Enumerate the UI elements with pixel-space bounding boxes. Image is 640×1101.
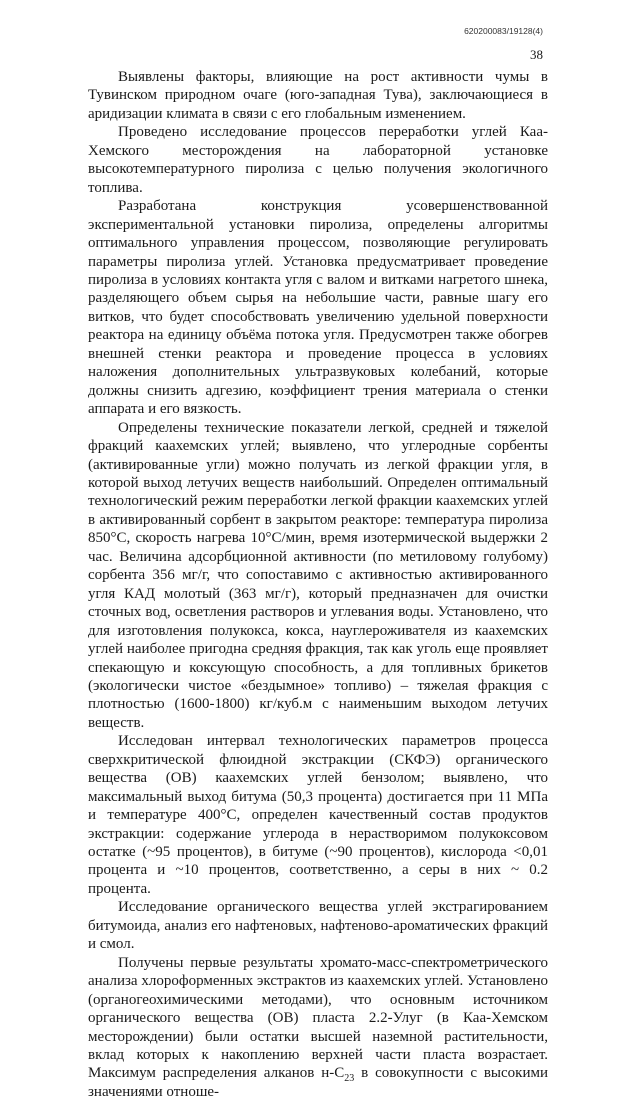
chromatography-text-start: Получены первые результаты хромато-масс-спектрометрического анализа хлороформенных экстрактов из каахемских углей. Установлено (органогеохимическими методами), что основным источником органического вещества (ОВ) пласта 2.2-Улуг (в Каа-Хемском месторождении) были остатки высшей наземной растительности, вклад которых к накоплению верхней части пласта возрастает. Максимум распределения алканов н-С [88,954,548,1082]
page-number: 38 [530,47,543,62]
paragraph-plague-factors: Выявлены факторы, влияющие на рост активности чумы в Тувинском природном очаге (юго-западная Тува), заключающиеся в аридизации климата в связи с его глобальным изменением. [88,69,548,122]
paragraph-chromatography-results [88,954,548,1101]
paragraph-supercritical-extraction: Исследован интервал технологических параметров процесса сверхкритической флюидной экстракции (СКФЭ) органического вещества (ОВ) каахемских углей бензолом; выявлено, что максимальный выход битума (50,3 процента) достигается при 11 МПа и температуре 400°С, определен качественный состав продуктов экстракции: содержание углерода в нерастворимом полукоксовом остатке (~95 процентов), в битуме (~90 процентов), кислорода <0,01 процента и ~10 процентов, соответственно, а серы в них ~ 0.2 процента. [88,733,548,897]
chromatography-text-end: в совокупности с высокими значениями отноше- [88,1065,548,1100]
document-body [88,68,548,1101]
document-id: 620200083/19128(4) [464,26,543,36]
paragraph-coal-processing: Проведено исследование процессов переработки углей Каа-Хемского месторождения на лабораторной установке высокотемпературного пиролиза с целью получения экологичного топлива. [88,124,548,196]
paragraph-organic-matter-study: Исследование органического вещества углей экстрагированием битумоида, анализ его нафтеновых, нафтеново-ароматических фракций и смол. [88,899,548,953]
paragraph-pyrolysis-setup: Разработана конструкция усовершенствованной экспериментальной установки пиролиза, определены алгоритмы оптимального управления процессом, позволяющие регулировать параметры пиролиза углей. Установка предусматривает проведение пиролиза в условиях контакта угля с валом и витками нагретого шнека, разделяющего объем сырья на небольшие части, равные шагу его витков, что будет способствовать увеличению удельной поверхности реактора на единицу объёма потока угля. Предусмотрен также обогрев внешней стенки реактора и проведение процесса в условиях наложения дополнительных ультразвуковых колебаний, которые должны снизить адгезию, коэффициент трения материала о стенки аппарата и его вязкость. [88,198,548,418]
paragraph-coal-fractions: Определены технические показатели легкой, средней и тяжелой фракций каахемских углей; выявлено, что углеродные сорбенты (активированные угли) можно получать из легкой фракции угля, в которой выход летучих веществ наибольший. Определен оптимальный технологический режим переработки легкой фракции каахемских углей в активированный сорбент в закрытом реакторе: температура пиролиза 850°С, скорость нагрева 10°С/мин, время изотермической выдержки 2 час. Величина адсорбционной активности (по метиловому голубому) сорбента 356 мг/г, что сопоставимо с активностью активированного угля КАД молотый (363 мг/г), который предназначен для очистки сточных вод, осветления растворов и углевания воды. Установлено, что для изготовления полукокса, кокса, науглероживателя из каахемских углей наиболее пригодна средняя фракция, так как уголь еще проявляет спекающую и коксующую способность, а для топливных брикетов (экологически чистое «бездымное» топливо) – тяжелая фракция с плотностью (1600-1800) кг/куб.м с наименьшим выходом летучих веществ. [88,419,548,731]
alkane-subscript: 23 [344,1073,355,1085]
